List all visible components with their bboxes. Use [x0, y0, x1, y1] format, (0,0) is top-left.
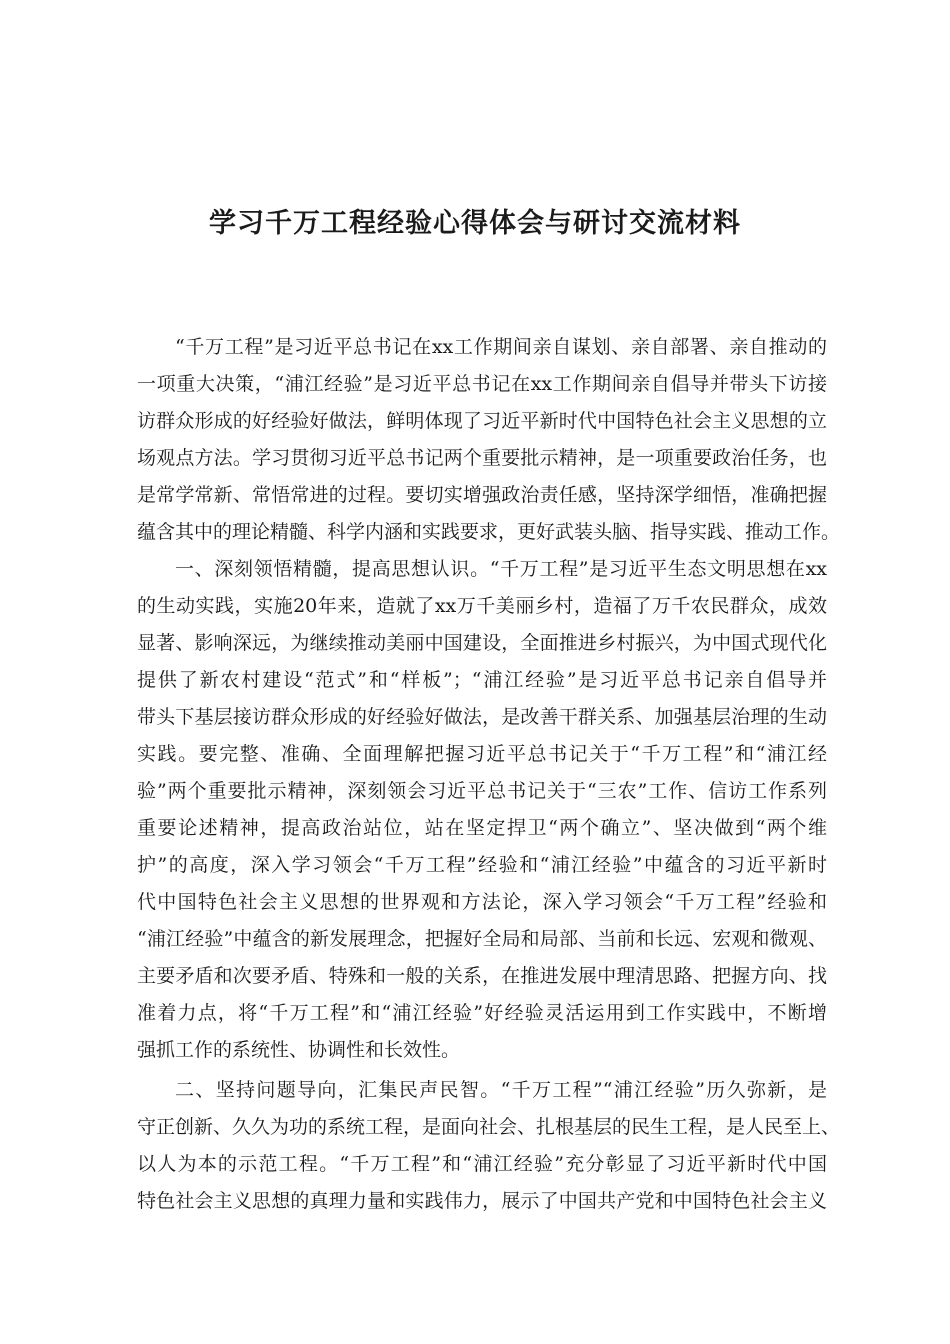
- paragraph-line: 护”的高度，深入学习领会“千万工程”经验和“浦江经验”中蕴含的习近平新时: [137, 854, 827, 876]
- paragraph-line: 实践。要完整、准确、全面理解把握习近平总书记关于“千万工程”和“浦江经: [137, 743, 827, 765]
- document-title: 学习千万工程经验心得体会与研讨交流材料: [209, 208, 741, 239]
- paragraph-line: 二、坚持问题导向，汇集民声民智。“千万工程”“浦江经验”历久弥新，是: [175, 1079, 827, 1101]
- paragraph-line: 是常学常新、常悟常进的过程。要切实增强政治责任感，坚持深学细悟，准确把握: [137, 484, 827, 506]
- paragraph-line: 守正创新、久久为功的系统工程，是面向社会、扎根基层的民生工程，是人民至上、: [137, 1116, 841, 1138]
- paragraph-line: 显著、影响深远，为继续推动美丽中国建设，全面推进乡村振兴，为中国式现代化: [137, 632, 827, 654]
- paragraph-line: 主要矛盾和次要矛盾、特殊和一般的关系，在推进发展中理清思路、把握方向、找: [137, 965, 827, 987]
- paragraph-line: 准着力点，将“千万工程”和“浦江经验”好经验灵活运用到工作实践中，不断增: [137, 1002, 827, 1024]
- paragraph-line: 重要论述精神，提高政治站位，站在坚定捍卫“两个确立”、坚决做到“两个维: [137, 817, 827, 839]
- paragraph-line: 场观点方法。学习贯彻习近平总书记两个重要批示精神，是一项重要政治任务，也: [137, 447, 827, 469]
- paragraph-line: 一、深刻领悟精髓，提高思想认识。“千万工程”是习近平生态文明思想在xx: [175, 558, 827, 580]
- paragraph-line: 蕴含其中的理论精髓、科学内涵和实践要求，更好武装头脑、指导实践、推动工作。: [137, 521, 841, 543]
- paragraph-line: 代中国特色社会主义思想的世界观和方法论，深入学习领会“千万工程”经验和: [137, 891, 827, 913]
- paragraph-line: 访群众形成的好经验好做法，鲜明体现了习近平新时代中国特色社会主义思想的立: [137, 410, 827, 432]
- paragraph-line: 一项重大决策，“浦江经验”是习近平总书记在xx工作期间亲自倡导并带头下访接: [137, 373, 827, 395]
- paragraph-line: 特色社会主义思想的真理力量和实践伟力，展示了中国共产党和中国特色社会主义: [137, 1190, 827, 1212]
- paragraph-line: 以人为本的示范工程。“千万工程”和“浦江经验”充分彰显了习近平新时代中国: [137, 1153, 827, 1175]
- paragraph-line: 的生动实践，实施20年来，造就了xx万千美丽乡村，造福了万千农民群众，成效: [137, 595, 827, 617]
- paragraph-line: 强抓工作的系统性、协调性和长效性。: [137, 1039, 461, 1061]
- paragraph-line: “千万工程”是习近平总书记在xx工作期间亲自谋划、亲自部署、亲自推动的: [175, 336, 827, 358]
- paragraph-line: 带头下基层接访群众形成的好经验好做法，是改善干群关系、加强基层治理的生动: [137, 706, 827, 728]
- paragraph-line: 验”两个重要批示精神，深刻领会习近平总书记关于“三农”工作、信访工作系列: [137, 780, 827, 802]
- document-body: [137, 335, 841, 1226]
- paragraph-line: “浦江经验”中蕴含的新发展理念，把握好全局和局部、当前和长远、宏观和微观、: [137, 928, 827, 950]
- paragraph-line: 提供了新农村建设“范式”和“样板”；“浦江经验”是习近平总书记亲自倡导并: [137, 669, 827, 691]
